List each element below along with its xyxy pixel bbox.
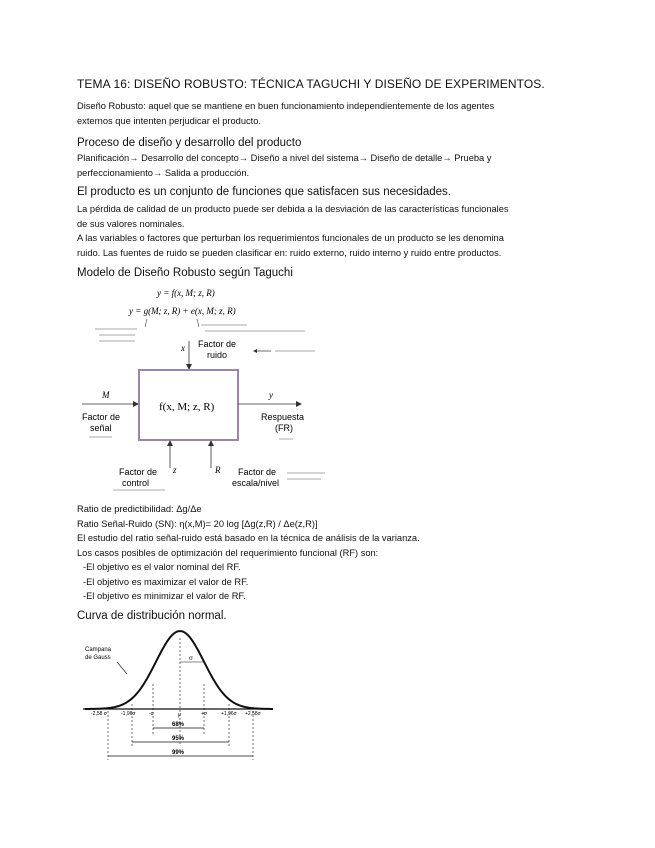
- R-label: R: [215, 465, 221, 475]
- modelo-heading: Modelo de Diseño Robusto según Taguchi: [77, 267, 293, 279]
- tick-label: -σ: [149, 711, 154, 717]
- definition-line: externos que intenten perjudicar el producto.: [77, 115, 261, 126]
- sigma-label: σ: [189, 654, 193, 662]
- gauss-curve: [85, 631, 273, 709]
- ratio-line: El estudio del ratio señal-ruido está basado en la técnica de análisis de la varianza.: [77, 533, 420, 543]
- escala-label-2: escala/nivel: [232, 478, 280, 488]
- ratio-case: -El objetivo es minimizar el valor de RF.: [83, 591, 246, 601]
- y-label: y: [269, 390, 273, 400]
- respuesta-label-1: Respuesta: [261, 412, 305, 422]
- gauss-label-1: Campana: [85, 647, 112, 653]
- taguchi-model-diagram: [77, 283, 347, 498]
- range-68-label: 68%: [172, 722, 185, 728]
- normal-curve-diagram: [77, 624, 277, 764]
- range-95-label: 95%: [172, 736, 185, 742]
- page-title: TEMA 16: DISEÑO ROBUSTO: TÉCNICA TAGUCHI Y DISEÑO DE EXPERIMENTOS.: [77, 77, 545, 91]
- z-label: z: [173, 465, 177, 475]
- control-label-1: Factor de: [119, 467, 158, 477]
- proceso-line: perfeccionamiento→ Salida a producción.: [77, 167, 250, 178]
- range-99-label: 99%: [172, 750, 185, 756]
- respuesta-label-2: (FR): [275, 423, 293, 433]
- senal-label-1: Factor de: [82, 412, 121, 422]
- ratio-line: Ratio Señal-Ruido (SN): η(x,M)= 20 log [Δg(z,R) / Δe(z,R)]: [77, 518, 318, 529]
- ratio-line: Ratio de predictibilidad: Δg/Δe: [77, 504, 202, 514]
- tick-label: +2,58σ: [245, 711, 261, 717]
- x-label: x: [181, 343, 185, 353]
- ratio-case: -El objetivo es el valor nominal del RF.: [83, 562, 241, 572]
- definition-line: Diseño Robusto: aquel que se mantiene en buen funcionamiento independientemente de los agentes: [77, 101, 495, 111]
- tick-label: +σ: [201, 711, 208, 717]
- proceso-heading: Proceso de diseño y desarrollo del producto: [77, 137, 302, 149]
- equation-1: y = f(x, M; z, R): [157, 288, 215, 298]
- tick-label: +1,96σ: [221, 711, 237, 717]
- factor-ruido-label-2: ruido: [207, 350, 228, 360]
- producto-line: A las variables o factores que perturban los requerimientos funcionales de un producto se les denomina: [77, 233, 504, 243]
- ratios-paragraph: [77, 502, 582, 604]
- escala-label-1: Factor de: [238, 467, 277, 477]
- proceso-line: Planificación→ Desarrollo del concepto→ Diseño a nivel del sistema→ Diseño de detalle→ Prueba y: [77, 153, 492, 163]
- mu-label: μ: [178, 712, 182, 718]
- producto-paragraph: [77, 202, 582, 260]
- definition-paragraph: [77, 99, 582, 128]
- M-label: M: [102, 390, 110, 400]
- senal-label-2: señal: [90, 423, 112, 433]
- gauss-label-2: de Gauss: [85, 655, 111, 661]
- producto-line: de sus valores nominales.: [77, 218, 185, 229]
- factor-ruido-label-1: Factor de: [198, 339, 237, 349]
- ratio-case: -El objetivo es maximizar el valor de RF.: [83, 576, 249, 587]
- tick-label: -1,96σ: [121, 711, 136, 717]
- function-box-label: f(x, M; z, R): [159, 401, 215, 413]
- equation-2: y = g(M; z, R) + e(x, M; z, R): [129, 306, 236, 316]
- producto-line: ruido. Las fuentes de ruido se pueden clasificar en: ruido externo, ruido interno y ruido entre productos.: [77, 247, 502, 258]
- producto-heading: El producto es un conjunto de funciones que satisfacen sus necesidades.: [77, 186, 451, 198]
- tick-label: -2,58 σ: [91, 711, 107, 717]
- ratio-line: Los casos posibles de optimización del requerimiento funcional (RF) son:: [77, 547, 379, 558]
- proceso-paragraph: [77, 151, 582, 180]
- curva-heading: Curva de distribución normal.: [77, 610, 227, 622]
- control-label-2: control: [122, 478, 150, 488]
- producto-line: La pérdida de calidad de un producto puede ser debida a la desviación de las características funcionales: [77, 204, 509, 214]
